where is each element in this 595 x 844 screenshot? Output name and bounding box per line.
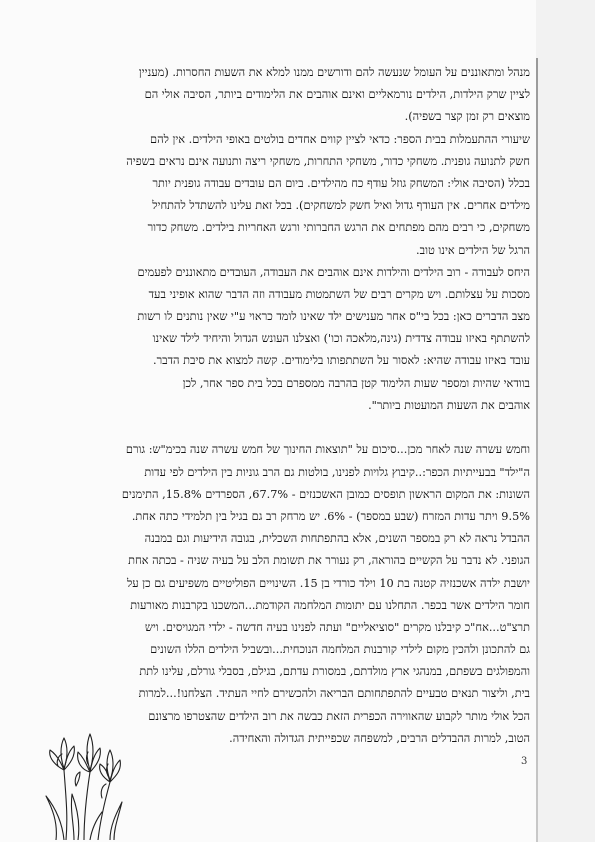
text-line: הטוב, למרות ההבדלים הרבים, למשפחה שכפייתית הגדולה והאחידה. bbox=[229, 731, 530, 745]
margin-mark: 3 bbox=[521, 756, 528, 767]
body-text bbox=[32, 62, 530, 750]
paragraph-3 bbox=[32, 262, 530, 417]
text-line: יושבת ילדה אשכנזיה קטנה בת 10 וילד כורדי בן 15. השינויים הפוליטיים משפיעים גם כן על bbox=[127, 576, 530, 590]
text-line: בכלל (הסיבה אולי: המשחק גוזל עודף כח מהילדים. ביום הם עובדים עבודה גופנית יותר bbox=[152, 176, 530, 190]
text-line: מנהל ומתאוננים על העומל שנעשה להם ודורשים ממנו למלא את השעות החסרות. (מעניין bbox=[138, 66, 530, 79]
page-edge-shadow bbox=[536, 58, 538, 842]
text-line: עובד באיזו עבודה שהיא: לאסור על השתתפותו בלימודים. קשה למצוא את סיבת הדבר. bbox=[153, 354, 530, 368]
text-line: להשתתף באיזו עבודה צדדית (גינה,מלאכה וכו') ואצלנו העונש הגדול והיחיד לילד שאינו bbox=[152, 332, 530, 346]
text-line: ה"ילד" בבעייתיות הכפר:..קיבוץ גלויות לפנינו, בולטות גם הרב גוניות בין הילדים לפי עדות bbox=[144, 465, 530, 479]
text-line: השונות: את המקום הראשון תופסים כמובן האשכנזים - 67.7%, הספרדים 15.8%, התימנים bbox=[121, 487, 530, 501]
text-line: תרצ"ט...אח"כ קיבלנו מקרים "סוציאליים" ועתה לפנינו בעיה חדשה - ילדי המגויסים. ויש bbox=[144, 620, 530, 634]
text-line: וחמש עשרה שנה לאחר מכן...סיכום על "תוצאות החינוך של חמש עשרה שנה בכימ"ש: גורם bbox=[125, 443, 530, 457]
text-line: מילדים אחרים. אין העודף גדול ואיל חשק למשחקים). בכל זאת עלינו להשתדל להתחיל bbox=[152, 199, 530, 213]
text-line: לציין שרק הילדות, הילדים נורמאליים ואינם אוהבים את הלימודים ביותר, הסיבה אולי הם bbox=[144, 88, 530, 102]
text-line: 9.5% ויתר עדות המזרח (שבע במספר) - 6%. יש מרחק רב גם בגיל בין תלמידי כתה אחת. bbox=[131, 509, 530, 523]
scanner-margin bbox=[536, 0, 595, 842]
text-line: מצב הדברים כאן: בכל בי"ס אחר מענישים ילד שאינו לומד כראוי ע"י שאין נותנים לו רשות bbox=[137, 310, 530, 324]
paragraph-spacer bbox=[32, 417, 530, 439]
paragraph-4 bbox=[32, 439, 530, 750]
text-line: שיעורי ההתעמלות בבית הספר: כדאי לציין קווים אחדים בולטים באופי הילדים. אין להם bbox=[150, 132, 530, 146]
text-line: הכל אולי מותר לקבוע שהאווירה הכפרית הזאת כבשה את רוב הילדים שהצטרפו מרצונם bbox=[148, 709, 530, 723]
text-line: הגופני. לא נדבר על הקשיים בהוראה, רק נעורר את תשומת הלב על בעיה שניה - בכתה אחת bbox=[128, 554, 530, 568]
text-line: גם להתכונן ולהכין מקום לילדי קורבנות המלחמה הנוכחית...ובשביל הילדים הללו השונים bbox=[150, 643, 530, 657]
text-line: והמפולגים בשפתם, במנהגי ארץ מולדתם, במסורת עדתם, בגילם, בסבלי גורלם, עלינו לתת bbox=[139, 665, 530, 679]
paragraph-2 bbox=[32, 129, 530, 262]
text-line: חשק לתנועה גופנית. משחקי כדור, משחקי התחרות, משחקי ריצה ותנועה אינם נראים בשפיה bbox=[126, 154, 530, 168]
text-line: חומר הילדים אשר בכפר. התחלנו עם יתומות המלחמה הקודמת...המשכנו בקרבנות מאורעות bbox=[130, 598, 530, 612]
text-line: בית, וליצור תנאים טבעיים להתפתחותם הבריאה ולהכשירם לחיי העתיד. הצלחנו!...למרות bbox=[138, 687, 530, 701]
text-line: מוצאים רק זמן קצר בשפיה). bbox=[404, 110, 530, 124]
text-line: אוהבים את השעות המועטות ביותר". bbox=[368, 398, 530, 412]
text-line: בוודאי שהיות ומספר שעות הלימוד קטן בהרבה ממספרם בכל בית ספר אחר, לכן bbox=[182, 376, 530, 390]
text-line: היחס לעבודה - רוב הילדים והילדות אינם אוהבים את העבודה, העובדים מתאוננים לפעמים bbox=[137, 265, 530, 279]
paragraph-1 bbox=[32, 62, 530, 129]
text-line: הרגל של הילדים אינו טוב. bbox=[416, 243, 530, 257]
text-line: משחקים, כי רבים מהם מפתחים את הרגש החברותי ורגש האחריות בילדים. משחק כדור bbox=[147, 221, 530, 235]
text-line: מסכות על עצלותם. ויש מקרים רבים של השתמטות מעבודה וזה הדבר שהוא אופיני בעד bbox=[148, 287, 530, 301]
iris-flowers-drawing bbox=[40, 728, 124, 840]
text-line: ההבדל נראה לא רק במספר השנים, אלא בהתפתחות השכלית, בגובה הידיעות וגם במבנה bbox=[144, 532, 530, 546]
